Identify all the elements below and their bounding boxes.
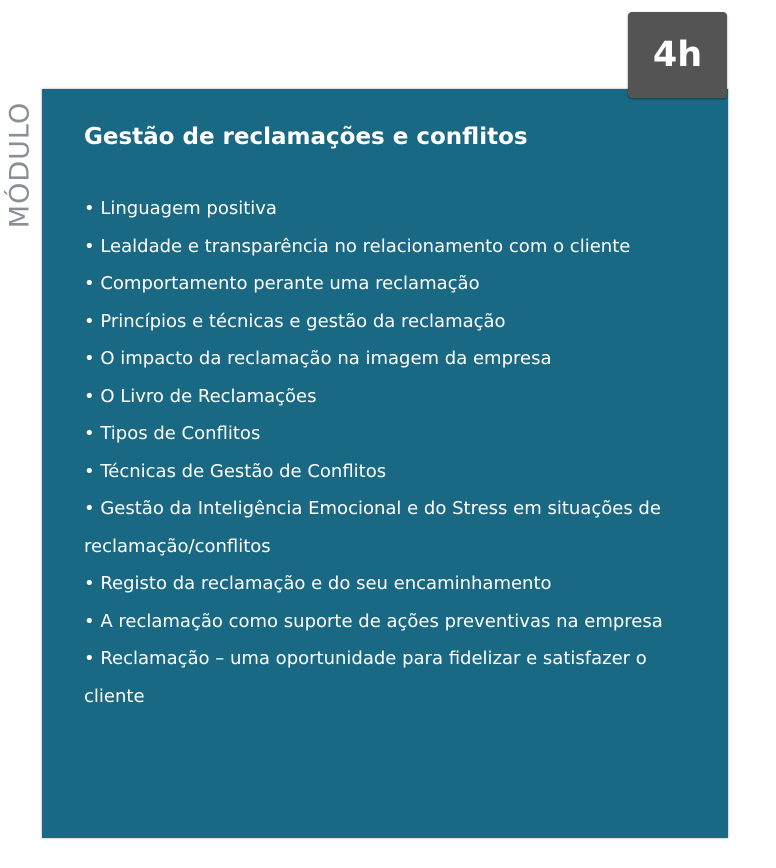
- topic-item: • O impacto da reclamação na imagem da empresa: [84, 348, 552, 369]
- module-title: Gestão de reclamações e conflitos: [84, 124, 528, 150]
- topic-item: • Reclamação – uma oportunidade para fidelizar e satisfazer o cliente: [84, 648, 647, 707]
- topic-item: • Técnicas de Gestão de Conflitos: [84, 460, 387, 482]
- module-side-label: MÓDULO: [4, 101, 36, 229]
- topic-item: • O Livro de Reclamações: [84, 385, 317, 407]
- duration-badge: 4h: [628, 12, 727, 98]
- topic-item: • Tipos de Conflitos: [84, 423, 261, 444]
- topic-item: • A reclamação como suporte de ações preventivas na empresa: [84, 610, 663, 632]
- topic-item: • Lealdade e transparência no relacionamento com o cliente: [84, 235, 631, 257]
- topic-item: • Gestão da Inteligência Emocional e do Stress em situações de reclamação/conflitos: [84, 498, 661, 557]
- topic-item: • Linguagem positiva: [84, 198, 277, 219]
- topic-item: • Registo da reclamação e do seu encaminhamento: [84, 573, 552, 594]
- topic-list: [84, 190, 674, 715]
- topic-item: • Princípios e técnicas e gestão da reclamação: [84, 310, 506, 332]
- topic-item: • Comportamento perante uma reclamação: [84, 273, 480, 294]
